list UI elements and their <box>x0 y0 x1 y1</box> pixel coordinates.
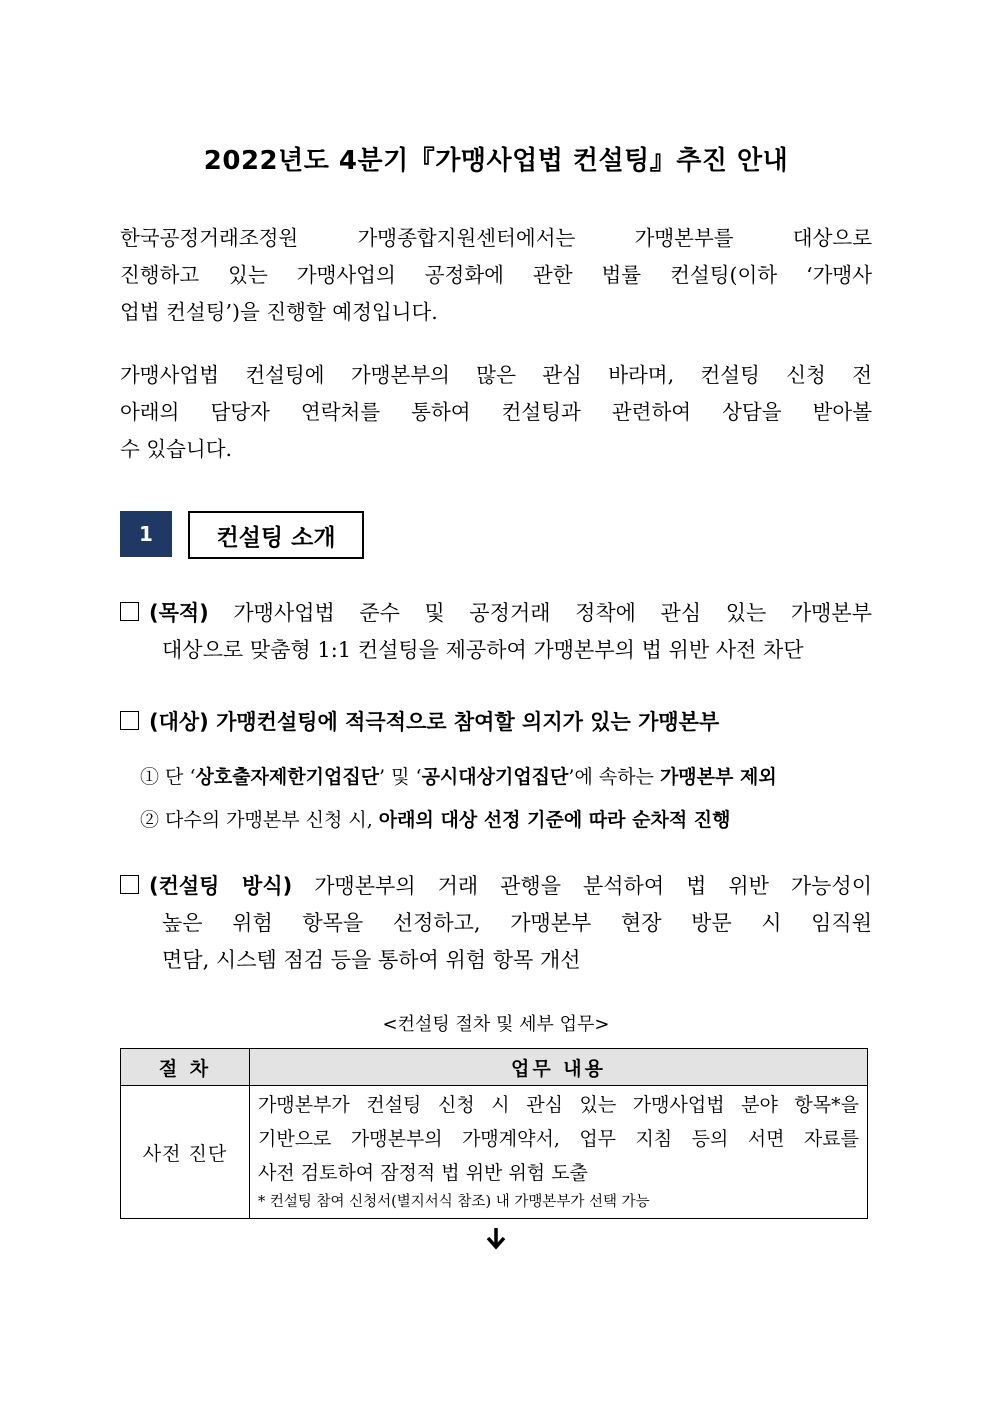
table-cell-step: 사전 진단 <box>121 1086 250 1219</box>
table-row <box>121 1086 868 1219</box>
purpose-text: 가맹사업법 준수 및 공정거래 정착에 관심 있는 가맹본부 <box>208 601 872 625</box>
table-caption: <컨설팅 절차 및 세부 업무> <box>382 1014 610 1035</box>
desc-line: 사전 검토하여 잠정적 법 위반 위험 도출 <box>258 1162 588 1184</box>
sub-bold: 아래의 대상 선정 기준에 따라 순차적 진행 <box>378 809 731 831</box>
target-sub-1 <box>140 762 872 792</box>
text-line: 가맹사업법 컨설팅에 가맹본부의 많은 관심 바라며, 컨설팅 신청 전 <box>120 363 872 387</box>
text-line: 아래의 담당자 연락처를 통하여 컨설팅과 관련하여 상담을 받아볼 <box>120 400 872 424</box>
list-marker: ① <box>140 766 160 788</box>
list-marker: ② <box>140 809 160 831</box>
checkbox-icon <box>120 602 139 621</box>
column-header: 업무 내용 <box>250 1049 868 1086</box>
sub-bold: 가맹본부 제외 <box>659 766 777 788</box>
sub-bold: 공시대상기업집단 <box>421 766 569 788</box>
intro-paragraph-2 <box>120 357 872 468</box>
checkbox-icon <box>120 875 139 894</box>
desc-note: * 컨설팅 참여 신청서(별지서식 참조) 내 가맹본부가 선택 가능 <box>258 1194 650 1210</box>
desc-line: 가맹본부가 컨설팅 신청 시 관심 있는 가맹사업법 분야 항목*을 <box>258 1094 859 1116</box>
target-text: 가맹컨설팅에 적극적으로 참여할 의지가 있는 가맹본부 <box>208 710 720 734</box>
section-number-badge: 1 <box>120 511 172 557</box>
purpose-text-cont: 대상으로 맞춤형 1:1 컨설팅을 제공하여 가맹본부의 법 위반 사전 차단 <box>162 638 804 662</box>
purpose-item <box>120 595 872 669</box>
text-line: 진행하고 있는 가맹사업의 공정화에 관한 법률 컨설팅(이하 ‘가맹사 <box>120 263 872 287</box>
target-label: (대상) <box>149 710 209 734</box>
procedure-table <box>120 1048 868 1219</box>
method-item <box>120 868 872 979</box>
table-cell-desc <box>250 1086 868 1219</box>
text-line: 수 있습니다. <box>120 437 233 461</box>
target-sub-2 <box>140 805 872 835</box>
column-header: 절 차 <box>121 1049 250 1086</box>
purpose-label: (목적) <box>149 601 209 625</box>
text-line: 한국공정거래조정원 가맹종합지원센터에서는 가맹본부를 대상으로 <box>120 226 872 250</box>
sub-text: ’ 및 ‘ <box>379 766 422 788</box>
method-text: 가맹본부의 거래 관행을 분석하여 법 위반 가능성이 <box>292 874 873 898</box>
target-item <box>120 704 872 741</box>
intro-paragraph-1 <box>120 220 872 331</box>
desc-line: 기반으로 가맹본부의 가맹계약서, 업무 지침 등의 서면 자료를 <box>258 1128 859 1150</box>
table-header-row <box>121 1049 868 1086</box>
arrow-down-icon <box>486 1226 506 1250</box>
page-title: 2022년도 4분기『가맹사업법 컨설팅』추진 안내 <box>203 146 789 176</box>
method-label: (컨설팅 방식) <box>149 874 293 898</box>
method-text-cont: 높은 위험 항목을 선정하고, 가맹본부 현장 방문 시 임직원 <box>162 911 872 935</box>
sub-text: 다수의 가맹본부 신청 시, <box>159 809 379 831</box>
sub-text: 단 ‘ <box>159 766 196 788</box>
section-title: 컨설팅 소개 <box>188 511 364 559</box>
text-line: 업법 컨설팅’)을 진행할 예정입니다. <box>120 300 438 324</box>
sub-text: ’에 속하는 <box>568 766 660 788</box>
sub-bold: 상호출자제한기업집단 <box>195 766 380 788</box>
checkbox-icon <box>120 711 139 730</box>
method-text-cont: 면담, 시스템 점검 등을 통하여 위험 항목 개선 <box>162 948 581 972</box>
